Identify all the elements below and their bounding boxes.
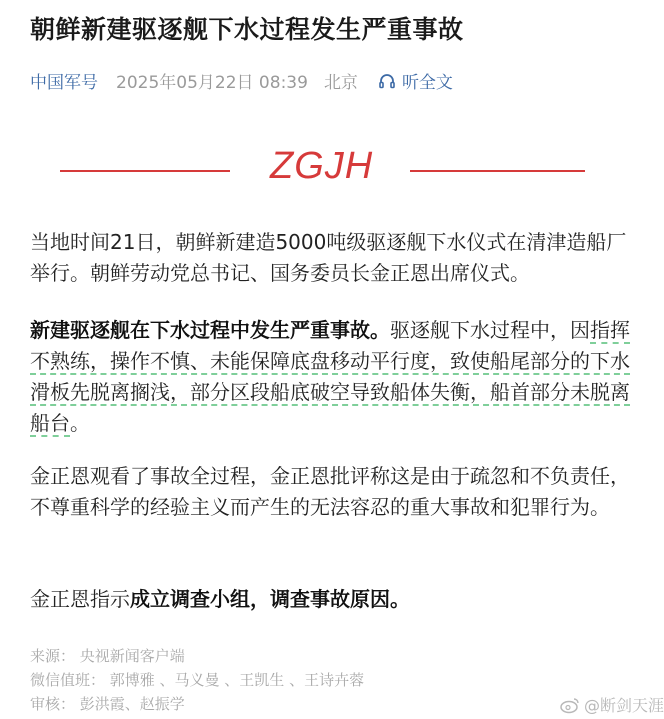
paragraph-4-bold: 成立调查小组，调查事故原因。 [130, 587, 410, 611]
zgjh-logo: ZGJH [270, 145, 374, 187]
paragraph-1: 当地时间21日，朝鲜新建造5000吨级驱逐舰下水仪式在清津造船厂举行。朝鲜劳动党总书记、国务委员长金正恩出席仪式。 [30, 230, 627, 285]
paragraph-2-end: 。 [70, 411, 90, 435]
listen-button[interactable] [378, 68, 453, 93]
headphones-icon [378, 72, 396, 90]
listen-label: 听全文 [401, 73, 453, 93]
weibo-watermark [560, 693, 664, 716]
publish-location: 北京 [323, 73, 358, 93]
footer-review: 审核： 彭洪霞、赵振学 [30, 695, 185, 713]
paragraph-3: 金正恩观看了事故全过程，金正恩批评称这是由于疏忽和不负责任，不尊重科学的经验主义而产生的无法容忍的重大事故和犯罪行为。 [30, 464, 630, 519]
paragraph-4 [30, 584, 630, 615]
publish-date: 2025年05月22日 08:39 [116, 73, 308, 93]
paragraph-2-underlined[interactable]: 指挥不熟练，操作不慎、未能保障底盘移动平行度，致使船尾部分的下水滑板先脱离搁浅，部分区段船底破空导致船体失衡，船首部分未脱离船台 [30, 318, 630, 435]
paragraph-2-bold: 新建驱逐舰在下水过程中发生严重事故。 [30, 318, 390, 342]
paragraph-2-text: 驱逐舰下水过程中，因 [390, 318, 590, 342]
article-title: 朝鲜新建驱逐舰下水过程发生严重事故 [30, 15, 464, 44]
source-link[interactable]: 中国军号 [30, 73, 98, 93]
article-meta [30, 68, 453, 93]
paragraph-4-text: 金正恩指示 [30, 587, 130, 611]
footer-editors: 微信值班： 郭博雅 、马义曼 、王凯生 、王诗卉蓉 [30, 671, 365, 689]
logo-divider-left [60, 170, 230, 172]
logo-divider-right [410, 170, 585, 172]
footer-source: 来源： 央视新闻客户端 [30, 647, 185, 665]
paragraph-2 [30, 315, 630, 439]
watermark-text: @断剑天涯 [584, 696, 664, 715]
weibo-icon [560, 697, 580, 713]
